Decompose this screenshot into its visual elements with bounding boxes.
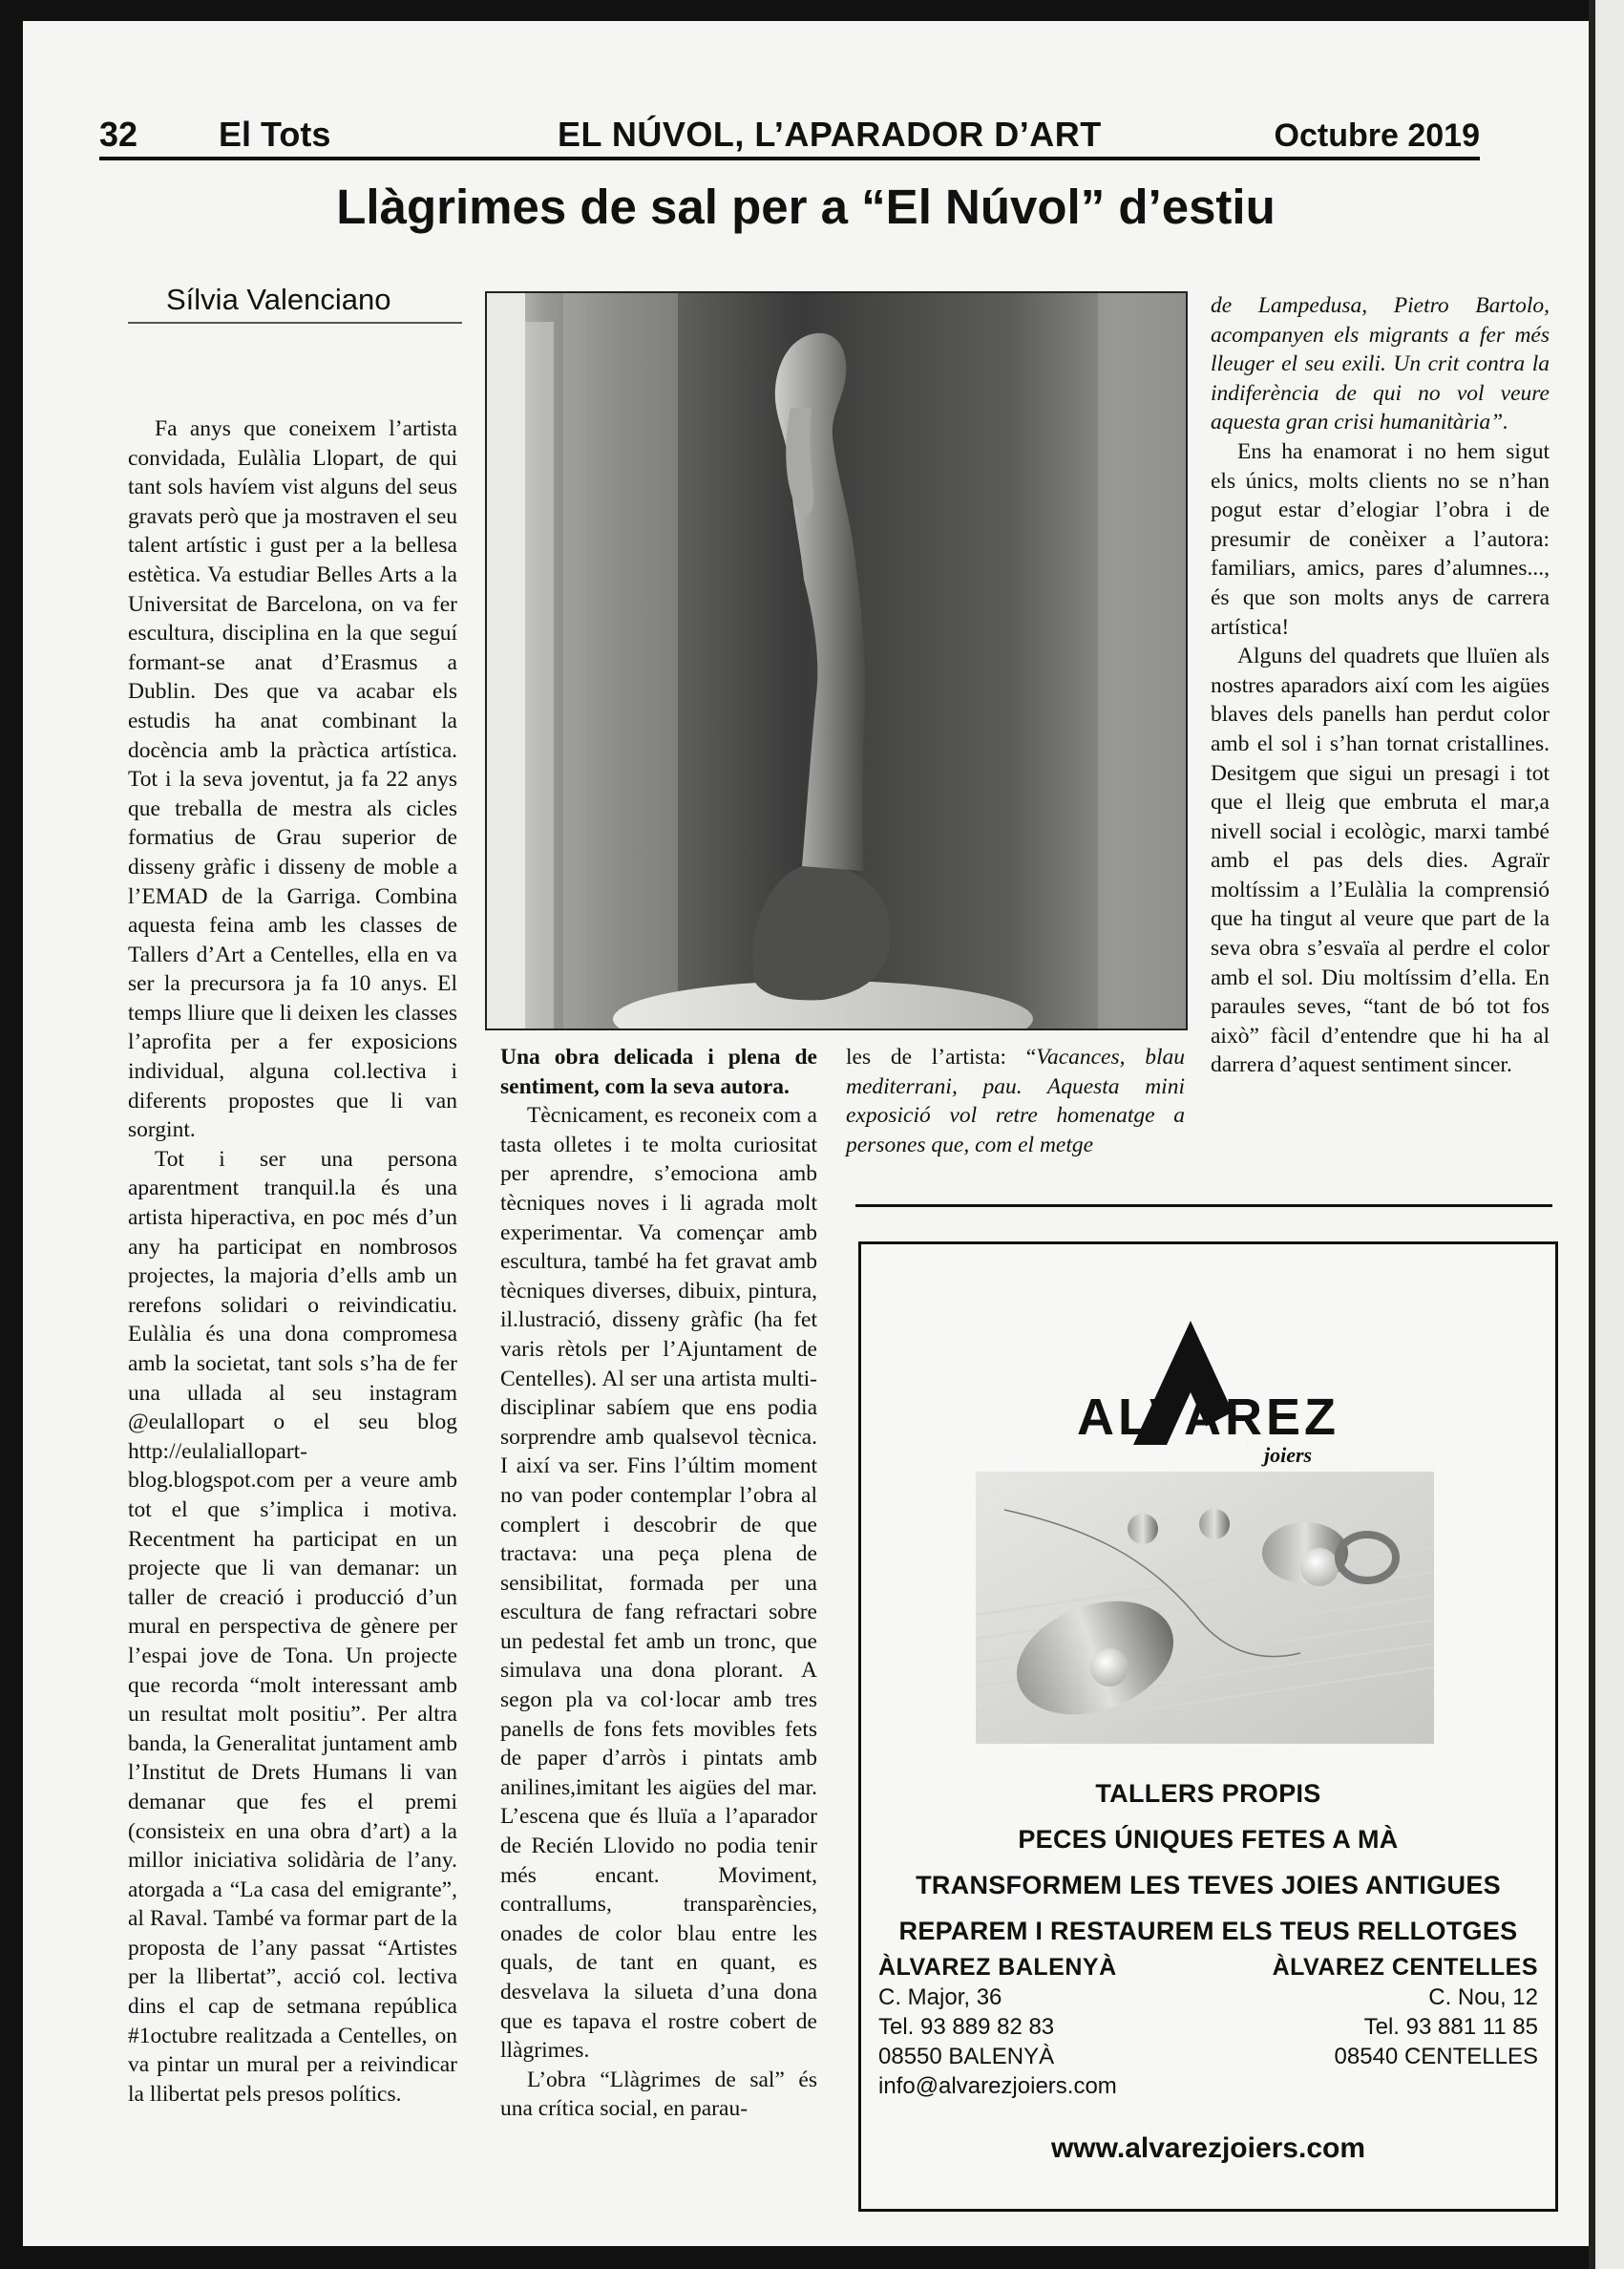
store-address: C. Nou, 12 bbox=[1428, 1984, 1538, 2010]
brand-name: ALVAREZ bbox=[1077, 1389, 1339, 1446]
advert-rule bbox=[855, 1204, 1552, 1207]
store-city: 08550 BALENYÀ bbox=[878, 2044, 1055, 2069]
article-headline: Llàgrimes de sal per a “El Núvol” d’estiu bbox=[336, 180, 1276, 234]
artist-quote-continued: de Lampedusa, Pietro Bartolo, acompanyen els migrants a fer més lleuger el seu exili. Un crit contra la indiferència de qui no vol veure aquesta gran crisi humanitària bbox=[1211, 293, 1550, 435]
newspaper-page bbox=[23, 21, 1589, 2246]
paragraph: Tot i ser una persona aparentment tranquil.la és una artista hiperactiva, en poc més d’un any ha participat en nombrosos projectes, la majoria d’ells amb un rerefons solidari o reivindicatiu. Eulàlia és una dona compromesa amb la societat, tant sols s’ha de fer una ullada al seu instagram @eulallopart o el seu blog http://eulaliallopart-blog.blogspot.com per a veure amb tot el que s’implica i motiva. Recentment ha participat en un projecte que li van demanar: un taller de creació i producció d’un mural en perspectiva de gènere per l’espai jove de Tona. Un projecte que recorda “molt interessant amb un resultat molt positiu”. Per altra banda, la Generalitat juntament amb l’Institut de Drets Humans li van demanar que fes el premi (consisteix en una obra d’art) a la millor iniciativa solidària de l’any. atorgada a “La casa del emigrante”, al Raval. També va formar part de la proposta de l’any passat “Artistes per la llibertat”, acció col. lectiva dins el cap de setmana república #1octubre realitzada a Centelles, on va pintar un mural per a reivindicar la llibertat pels presos polítics. bbox=[128, 1146, 457, 2107]
paragraph: Fa anys que coneixem l’artista convidada, Eulàlia Llopart, de qui tant sols havíem vist alguns del seus gravats però que ja mostraven el seu talent artístic i gust per a la bellesa estètica. Va estudiar Belles Arts a la Universitat de Barcelona, on va fer escultura, disciplina en la que seguí formant-se anat d’Erasmus a Dublin. Des que va acabar els estudis ha anat combinant la docència amb la pràctica artística. Tot i la seva joventut, ja fa 22 anys que treballa de mestra als cicles formatius de Grau superior de disseny gràfic i disseny de moble a l’EMAD de la Garriga. Combina aquesta feina amb les classes de Tallers d’Art a Centelles, ella en va ser la precursora ja fa 10 anys. El temps lliure que li deixen les classes l’aprofita per a fer exposicions individual, alguna col.lectiva i diferents propostes que li van sorgint. bbox=[128, 416, 457, 1143]
jewellery-photo bbox=[976, 1472, 1434, 1744]
advert-tagline: PECES ÚNIQUES FETES A MÀ bbox=[1018, 1825, 1399, 1854]
header-rule bbox=[99, 157, 1480, 160]
store-centelles bbox=[1273, 1953, 1538, 2071]
page-number: 32 bbox=[99, 115, 138, 154]
store-balenya bbox=[878, 1953, 1117, 2101]
store-name: ÀLVAREZ BALENYÀ bbox=[878, 1954, 1117, 1981]
store-address: C. Major, 36 bbox=[878, 1984, 1002, 2010]
artist-quote: Vacances, blau mediterrani, pau. Aquesta mini exposició vol retre homenatge a persones que, com el metge bbox=[846, 1045, 1185, 1157]
brand-subtitle: joiers bbox=[1264, 1443, 1313, 1467]
sculpture-photo bbox=[485, 291, 1188, 1030]
article-column-4 bbox=[1211, 291, 1550, 1080]
page-spine bbox=[1589, 0, 1595, 2269]
store-phone: Tel. 93 881 11 85 bbox=[1363, 2014, 1538, 2040]
issue-date: Octubre 2019 bbox=[1274, 117, 1480, 154]
section-name: El Tots bbox=[219, 115, 331, 154]
article-byline: Sílvia Valenciano bbox=[166, 283, 391, 316]
store-name: ÀLVAREZ CENTELLES bbox=[1272, 1954, 1538, 1981]
paragraph: Ens ha enamorat i no hem sigut els únics, molts clients no se n’han pogut estar d’elogiar l’obra i de presumir de conèixer a l’autora: familiars, amics, pares d’alumnes..., és que son molts anys de carrera artística! bbox=[1211, 438, 1550, 640]
quote-end: ”. bbox=[1490, 410, 1509, 435]
store-email: info@alvarezjoiers.com bbox=[878, 2073, 1117, 2099]
next-page-edge bbox=[1595, 0, 1624, 2269]
paragraph: L’obra “Llàgrimes de sal” és una crítica social, en parau- bbox=[500, 2067, 817, 2122]
advert-tagline: REPAREM I RESTAUREM ELS TEUS RELLOTGES bbox=[898, 1917, 1518, 1945]
advert-tagline: TALLERS PROPIS bbox=[1095, 1779, 1321, 1808]
section-title: EL NÚVOL, L’APARADOR D’ART bbox=[558, 115, 1102, 154]
jewellery-image bbox=[976, 1472, 1434, 1744]
photo-caption: Una obra delicada i plena de sentiment, com la seva autora. bbox=[500, 1045, 817, 1099]
paragraph bbox=[1211, 291, 1550, 437]
paragraph: Alguns del quadrets que lluïen als nostres aparadors així com les aigües blaves dels panells han perdut color amb el sol i s’han tornat cristallines. Desitgem que sigui un presagi i tot que el lleig que embruta el mar,a nivell social i ecològic, marxi també amb el pas dels dies. Agraïr moltíssim a l’Eulàlia la comprensió que ha tingut al veure que part de la seva obra s’esvaïa al perdre el color amb el sol. Diu moltíssim d’ella. En paraules seves, “tant de bó tot fos això” fàcil d’entendre que hi ha al darrera d’aquest sentiment sincer. bbox=[1211, 644, 1550, 1078]
article-column-1 bbox=[128, 414, 457, 2109]
article-column-2 bbox=[500, 1043, 817, 2124]
jeweller-advert bbox=[858, 1241, 1558, 2212]
byline-rule bbox=[128, 322, 462, 324]
advert-tagline: TRANSFORMEM LES TEVES JOIES ANTIGUES bbox=[916, 1871, 1501, 1899]
advert-website: www.alvarezjoiers.com bbox=[1050, 2132, 1366, 2164]
article-column-3 bbox=[846, 1043, 1185, 1159]
quote-lead: les de l’artista: “ bbox=[846, 1045, 1037, 1070]
paragraph: Tècnicament, es reconeix com a tasta olletes i te molta curiositat per aprendre, s’emociona amb tècniques noves i li agrada molt experimentar. Va començar amb escultura, també ha fet gravat amb tècniques diverses, dibuix, pintura, il.lustració, disseny gràfic (ha fet varis rètols per l’Ajuntament de Centelles). Al ser una artista multi-disciplinar sabíem que ens podia sorprendre amb qualsevol tècnica. I així va ser. Fins l’últim moment no van poder contemplar l’obra al complert i descobrir de que tractava: una peça plena de sensibilitat, formada per una escultura de fang refractari sobre un pedestal fet amb un tronc, que simulava una dona plorant. A segon pla va col·locar amb tres panells de fons fets movibles fets de paper d’arròs i pintats amb anilines,imitant les aigües del mar. L’escena que és lluïa a l’aparador de Recién Llovido no podia tenir més encant. Moviment, contrallums, transparències, onades de color blau entre les quals, de tant en quant, es desvelava la silueta d’una dona que es tapava el rostre cobert de llàgrimes. bbox=[500, 1103, 817, 2064]
sculpture-image bbox=[487, 293, 1186, 1028]
paragraph bbox=[846, 1043, 1185, 1159]
store-city: 08540 CENTELLES bbox=[1334, 2044, 1538, 2069]
store-phone: Tel. 93 889 82 83 bbox=[878, 2014, 1055, 2040]
